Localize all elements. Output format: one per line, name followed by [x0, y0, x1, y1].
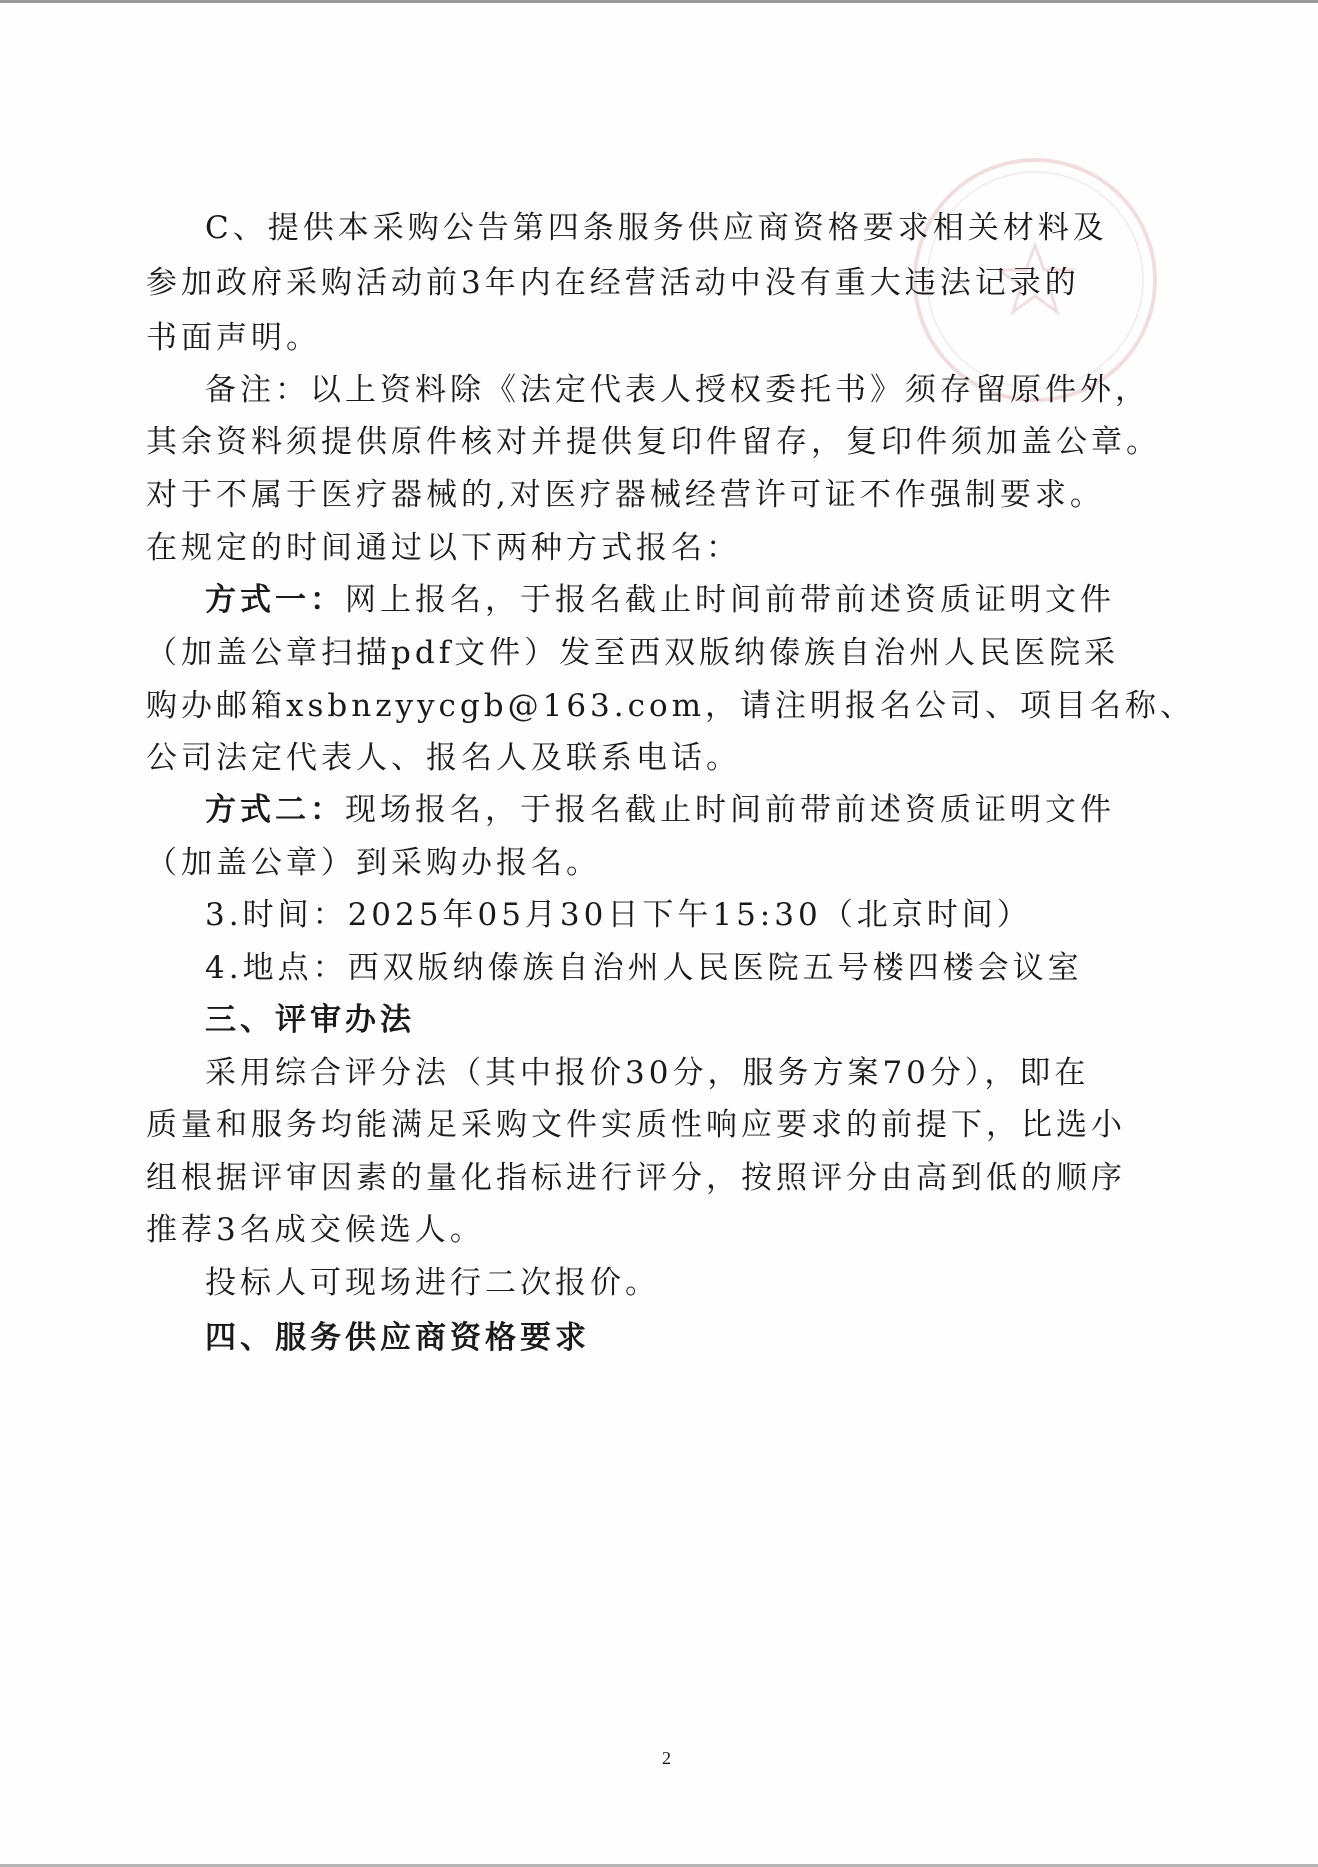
- method-two-line: [205, 790, 1115, 830]
- method-two-label: 方式二：: [205, 792, 345, 828]
- paragraph-line: 购办邮箱xsbnzyycgb@163.com，请注明报名公司、项目名称、: [146, 688, 1196, 724]
- top-edge: [0, 0, 1318, 3]
- paragraph-line: 在规定的时间通过以下两种方式报名：: [146, 530, 741, 566]
- page-number: 2: [662, 1748, 671, 1768]
- paragraph-line: 书面声明。: [146, 320, 321, 356]
- paragraph-line: 采用综合评分法（其中报价30分，服务方案70分），即在: [205, 1055, 1090, 1091]
- location-line: 4.地点：西双版纳傣族自治州人民医院五号楼四楼会议室: [205, 950, 1083, 986]
- method-one-text: 网上报名，于报名截止时间前带前述资质证明文件: [345, 582, 1115, 618]
- paragraph-line: 推荐3名成交候选人。: [146, 1212, 485, 1248]
- method-two-text: 现场报名，于报名截止时间前带前述资质证明文件: [345, 792, 1115, 828]
- paragraph-line: C、提供本采购公告第四条服务供应商资格要求相关材料及: [205, 210, 1108, 246]
- paragraph-line: 组根据评审因素的量化指标进行评分，按照评分由高到低的顺序: [146, 1160, 1126, 1196]
- paragraph-line: 公司法定代表人、报名人及联系电话。: [146, 740, 741, 776]
- paragraph-line: 对于不属于医疗器械的,对医疗器械经营许可证不作强制要求。: [146, 477, 1105, 513]
- paragraph-line: （加盖公章）到采购办报名。: [146, 845, 601, 881]
- method-one-line: [205, 580, 1115, 620]
- section-heading: 三、评审办法: [205, 1002, 415, 1038]
- paragraph-line: 质量和服务均能满足采购文件实质性响应要求的前提下，比选小: [146, 1107, 1126, 1143]
- method-one-label: 方式一：: [205, 582, 345, 618]
- paragraph-line: 投标人可现场进行二次报价。: [205, 1265, 660, 1301]
- paragraph-line: 备注：以上资料除《法定代表人授权委托书》须存留原件外，: [205, 372, 1150, 408]
- paragraph-line: （加盖公章扫描pdf文件）发至西双版纳傣族自治州人民医院采: [146, 635, 1120, 671]
- section-heading: 四、服务供应商资格要求: [205, 1320, 590, 1356]
- time-line: 3.时间：2025年05月30日下午15:30（北京时间）: [205, 897, 1032, 933]
- paragraph-line: 参加政府采购活动前3年内在经营活动中没有重大违法记录的: [146, 265, 1080, 301]
- paragraph-line: 其余资料须提供原件核对并提供复印件留存，复印件须加盖公章。: [146, 424, 1161, 460]
